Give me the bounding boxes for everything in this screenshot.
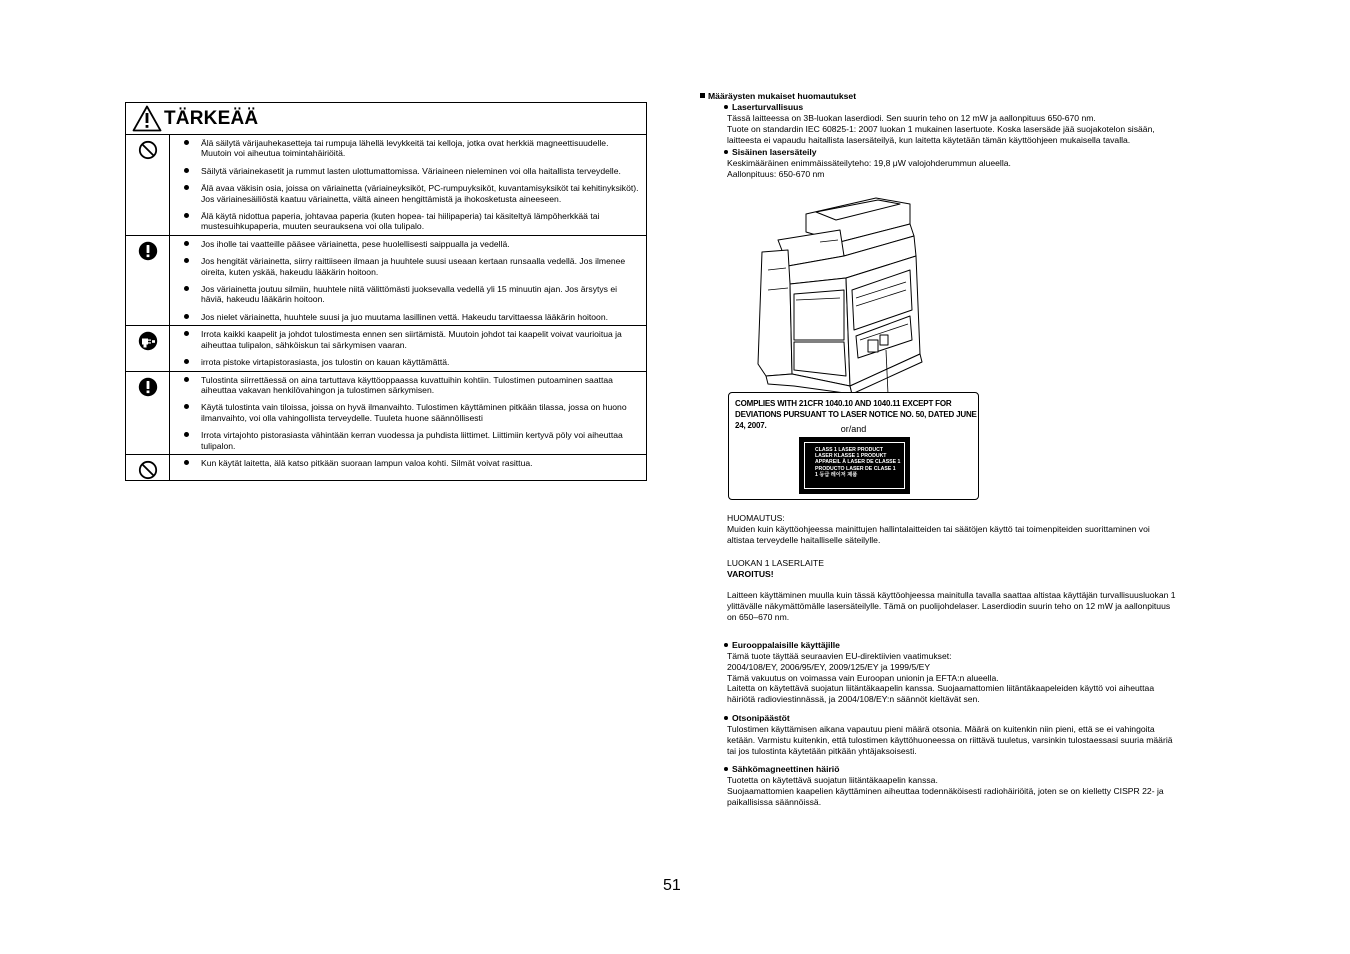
bullet-icon — [724, 105, 728, 109]
class1-laser-label: CLASS 1 LASER PRODUCT LASER KLASSE 1 PRODUKT APPAREIL À LASER DE CLASSE 1 PRODUCTO LASER DE CLASE 1 1 등급 레이저 제품 — [799, 437, 910, 494]
list-item: irrota pistoke virtapistorasiasta, jos tulostin on kauan käyttämättä. — [170, 357, 640, 367]
important-list — [170, 236, 646, 325]
important-list — [170, 326, 646, 370]
laser-safety-text: Tässä laitteessa on 3B-luokan laserdiodi. Sen suurin teho on 12 mW ja aallonpituus 650-670 nm. Tuote on standardin IEC 60825-1: 2007 luokan 1 mukainen lasertuote. Koska lasersäde jää suojakotelon sisään, laitteesta ei vapaudu haitallista lasersäteilyä, kun laitetta käytetään tämän käyttöohjeen mukaisella tavalla. — [727, 113, 1155, 145]
regulatory-heading-block — [700, 91, 856, 102]
important-title-bar — [126, 103, 646, 135]
emi-text: Tuotetta on käytettävä suojatun liitäntäkaapelin kanssa. Suojaamattomien kaapelien käyttäminen aiheuttaa todennäköisesti radiohäiriöitä, joten se on kielletty CISPR 22- ja paikallisissa säännöissä. — [727, 775, 1164, 807]
page-number: 51 — [663, 877, 681, 894]
list-item: Älä avaa väkisin osia, joissa on väriainetta (väriaineyksiköt, PC-rumpuyksiköt, kuvantamisyksiköt tai kehitinyksiköt). Jos väriainesäiliöstä kaatuu väriainetta, vältä aineen hengittämistä ja ihokosketusta aineeseen. — [170, 183, 640, 204]
internal-radiation-text: Keskimääräinen enimmäissäteilyteho: 19,8 μW valojohderummun alueella. Aallonpituus: 650-670 nm — [727, 158, 1011, 179]
class1-heading: LUOKAN 1 LASERLAITE — [727, 558, 824, 568]
notice-block: HUOMAUTUS: Muiden kuin käyttöohjeessa mainittujen hallintalaitteiden tai säätöjen käyttö tai toimenpiteiden suorittaminen voi altistaa terveydelle haitalliselle säteilylle. — [727, 513, 1150, 545]
label-or-and: or/and — [840, 424, 867, 434]
list-item: Älä käytä nidottua paperia, johtavaa paperia (kuten hopea- tai hiilipaperia) tai käsiteltyä lämpöherkkää tai mustesuihkupaperia, muuten seurauksena voi olla tulipalo. — [170, 211, 640, 232]
prohibition-icon — [138, 460, 158, 480]
list-item: Jos väriainetta joutuu silmiin, huuhtele niitä välittömästi juoksevalla vedellä yli 15 minuutin ajan. Jos ärsytys ei häviä, hakeudu lääkärin hoitoon. — [170, 284, 640, 305]
list-item: Irrota kaikki kaapelit ja johdot tulostimesta ennen sen siirtämistä. Muutoin johdot tai kaapelit voivat vaurioitua ja aiheuttaa tulipalon, sähköiskun tai särkymisen vaaran. — [170, 329, 640, 350]
important-section-first-aid — [126, 236, 646, 326]
list-item: Käytä tulostinta vain tiloissa, joissa on hyvä ilmanvaihto. Tulostimen käyttäminen pitkään tilassa, jossa on huono ilmanvaihto, voi olla vahingollista terveydelle. Tuuleta huone säännöllisesti — [170, 402, 640, 423]
ozone-heading-block — [724, 713, 790, 724]
internal-radiation-heading-block — [724, 147, 817, 158]
laser-safety-heading: Laserturvallisuus — [732, 102, 804, 112]
list-item: Jos iholle tai vaatteille pääsee väriainetta, pese huolellisesti saippualla ja vedellä. — [170, 239, 640, 249]
warning-text: Laitteen käyttäminen muulla kuin tässä käyttöohjeessa mainitulla tavalla saattaa altistaa käyttäjän turvallisuusluokan 1 ylittävälle näkymättömälle lasersäteilylle. Tämä on puolijohdelaser. Laserdiodin suurin teho on 12 mW ja aallonpituus on 650–670 nm. — [727, 590, 1176, 622]
ozone-text: Tulostimen käyttämisen aikana vapautuu pieni määrä otsonia. Määrä on kuitenkin niin pieni, että se ei vahingoita ketään. Varmistu kuitenkin, että tulostimen käyttöhuoneessa on riittävä tuuletus, varsinkin tulostaessasi suuria määriä tai jos tulostinta käytetään pitkään yhtäjaksoisesti. — [727, 724, 1173, 756]
internal-radiation-heading: Sisäinen lasersäteily — [732, 147, 817, 157]
regulatory-heading: Määräysten mukaiset huomautukset — [708, 91, 857, 101]
mandatory-action-icon — [138, 377, 158, 397]
important-list — [170, 135, 646, 235]
eu-heading: Eurooppalaisille käyttäjille — [732, 640, 840, 650]
important-section-prohibitions-toner — [126, 135, 646, 236]
important-box — [125, 102, 647, 481]
list-item: Tulostinta siirrettäessä on aina tartuttava käyttöoppaassa kuvattuihin kohtiin. Tulostimen putoaminen saattaa aiheuttaa vakavan henkilövahingon ja tulostimen särkymisen. — [170, 375, 640, 396]
important-section-handling — [126, 372, 646, 455]
notice-heading: HUOMAUTUS: — [727, 513, 785, 523]
important-section-lamp — [126, 455, 646, 480]
class1-block — [727, 558, 824, 580]
laser-compliance-label: COMPLIES WITH 21CFR 1040.10 AND 1040.11 EXCEPT FOR DEVIATIONS PURSUANT TO LASER NOTICE NO. 50, DATED JUNE 24, 2007. or/and CLASS 1 LASER PRODUCT LASER KLASSE 1 PRODUKT APPAREIL À LASER DE CLASSE 1 PRODUCTO LASER DE CLASE 1 1 등급 레이저 제품 — [728, 392, 979, 500]
ozone-heading: Otsonipäästöt — [732, 713, 790, 723]
unplug-icon — [138, 331, 158, 351]
bullet-icon — [724, 643, 728, 647]
important-section-unplug — [126, 326, 646, 371]
important-list — [170, 372, 646, 454]
list-item: Älä säilytä värijauhekasetteja tai rumpuja lähellä levykkeitä tai kelloja, jotka ovat herkkiä magneettisuudelle. Muutoin voi aiheutua toimintahäiriöitä. — [170, 138, 640, 159]
bullet-icon — [724, 767, 728, 771]
emi-heading: Sähkömagneettinen häiriö — [732, 764, 840, 774]
warning-heading: VAROITUS! — [727, 568, 774, 579]
important-title: TÄRKEÄÄ — [164, 107, 259, 129]
list-item: Jos hengität väriainetta, siirry raittiiseen ilmaan ja huuhtele suusi useaan kertaan runsaalla vedellä. Jos ilmenee oireita, kuten yskää, hakeudu lääkärin hoitoon. — [170, 256, 640, 277]
bullet-icon — [724, 150, 728, 154]
laser-safety-heading-block — [724, 102, 803, 113]
bullet-icon — [724, 716, 728, 720]
list-item: Säilytä väriainekasetit ja rummut lasten ulottumattomissa. Väriaineen nieleminen voi olla haitallista terveydelle. — [170, 166, 640, 176]
eu-heading-block — [724, 640, 840, 651]
square-bullet-icon — [700, 93, 705, 98]
emi-heading-block — [724, 764, 839, 775]
prohibition-icon — [138, 140, 158, 160]
mandatory-action-icon — [138, 241, 158, 261]
list-item: Kun käytät laitetta, älä katso pitkään suoraan lampun valoa kohti. Silmät voivat rasittua. — [170, 458, 640, 468]
list-item: Irrota virtajohto pistorasiasta vähintään kerran vuodessa ja puhdista liittimet. Liittimiin kertyvä pöly voi aiheuttaa tulipalon. — [170, 430, 640, 451]
important-list — [170, 455, 646, 480]
eu-text: Tämä tuote täyttää seuraavien EU-direktiivien vaatimukset: 2004/108/EY, 2006/95/EY, 2009/125/EY ja 1999/5/EY Tämä vakuutus on voimassa vain Euroopan unionin ja EFTA:n alueella. Laitetta on käytettävä suojatun liitäntäkaapelin kanssa. Suojaamattomien liitäntäkaapeleiden käyttö voi aiheuttaa häiriötä radioviestinnässä, ja 2004/108/EY:n säännöt kieltävät sen. — [727, 651, 1155, 705]
list-item: Jos nielet väriainetta, huuhtele suusi ja juo muutama lasillinen vettä. Hakeudu tarvittaessa lääkärin hoitoon. — [170, 312, 640, 322]
warning-triangle-icon — [132, 105, 162, 132]
